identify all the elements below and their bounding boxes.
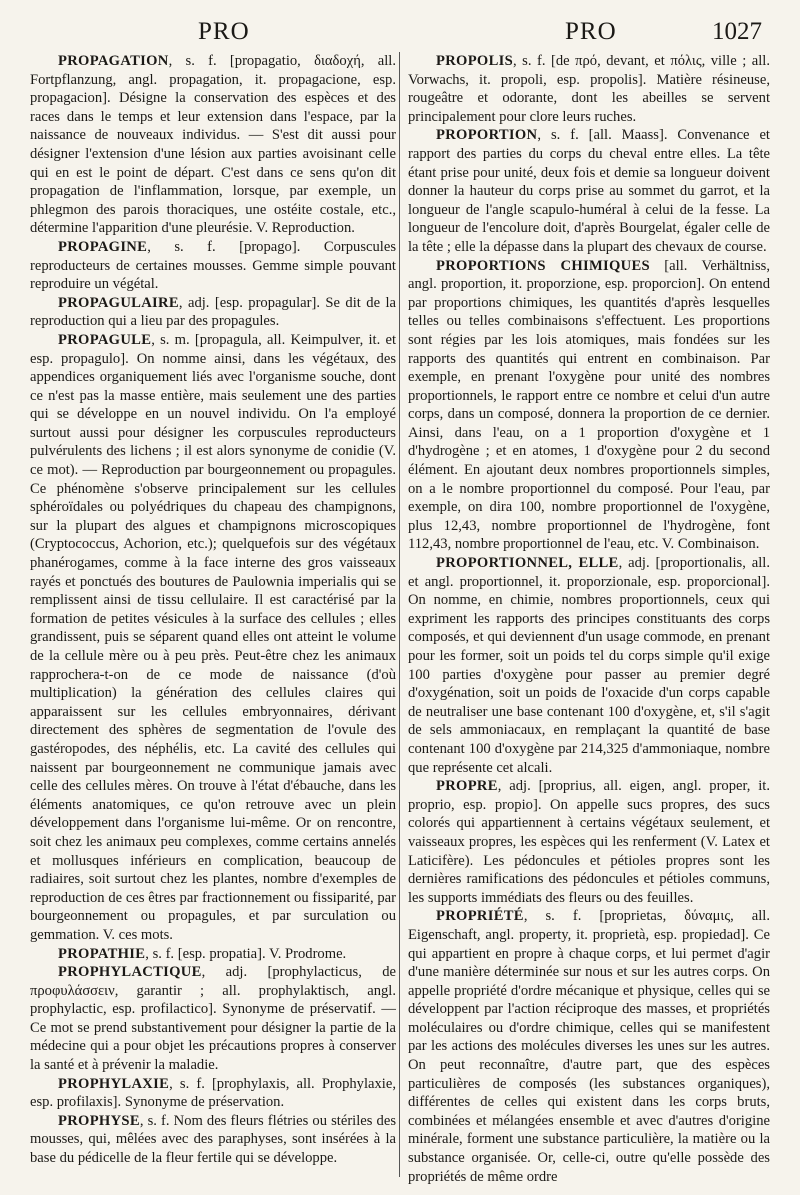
entry-propagulaire xyxy=(30,294,396,331)
headword: PROPAGULAIRE xyxy=(58,294,179,311)
entry-proportion xyxy=(408,126,770,256)
headword: PROPHYLAXIE xyxy=(58,1075,170,1092)
entry-text: , adj. [proprius, all. eigen, angl. proper, it. proprio, esp. propio]. On appelle sucs propres, des sucs colorés qui appartiennent à certains végétaux seulement, et vaisseaux propres, les espèces qui les renferment (V. Latex et Laticifère). Les pédoncules et pétioles propres sont les dernières ramifications des pédoncules et pétioles communs, les supports immédiats des fleurs ou des feuilles. xyxy=(408,778,770,906)
entry-propolis xyxy=(408,52,770,126)
entry-text: , s. f. [prophylaxis, all. Prophylaxie, esp. profilaxis]. Synonyme de préservation. xyxy=(30,1075,396,1111)
entry-text: , adj. [prophylacticus, de προφυλάσσειν, garantir ; all. prophylaktisch, angl. prophylactic, esp. profilactico]. Synonyme de préservatif. — Ce mot se prend substantivement pour désigner la partie de la médecine qui a pour objet les précautions propres à conserver la santé et à prévenir la maladie. xyxy=(30,964,396,1074)
left-column xyxy=(30,52,396,1187)
entry-text: , adj. [esp. propagular]. Se dit de la reproduction qui a lieu par des propagules. xyxy=(30,294,396,330)
headword: PROPATHIE xyxy=(58,945,146,962)
headword: PROPRE xyxy=(436,778,498,795)
headword: PROPOLIS xyxy=(436,53,514,69)
column-divider xyxy=(399,52,400,1177)
entry-propre xyxy=(408,777,770,907)
entry-propagine xyxy=(30,238,396,294)
entry-text: , s. f. [de πρό, devant, et πόλις, ville ; all. Vorwachs, it. propoli, esp. propolis]. Matière résineuse, rougeâtre et odorante, dont les abeilles se servent principalement pour clore leurs ruches. xyxy=(408,53,770,125)
entry-proportionnel xyxy=(408,554,770,777)
page-number: 1027 xyxy=(712,18,762,45)
entry-text: , s. f. [esp. propatia]. V. Prodrome. xyxy=(145,945,347,962)
right-column xyxy=(408,52,770,1187)
headword: PROPAGINE xyxy=(58,238,148,255)
headword: PROPAGULE xyxy=(58,331,152,348)
headword: PROPRIÉTÉ xyxy=(436,908,524,925)
headword: PROPHYSE xyxy=(58,1112,140,1129)
entry-text: , s. m. [propagula, all. Keimpulver, it. et esp. propagulo]. On nomme ainsi, dans les végétaux, des appendices organiquement liés avec l'organisme souche, dont ce n'est pas la masse entière, mais seulement une des parties qui se développe en un nouvel individu. On l'a employé surtout aussi pour désigner les corpuscules reproducteurs pulvérulents des lichens ; il est alors synonyme de conidie (V. ce mot). — Reproduction par bourgeonnement ou propagules. Ce phénomène s'observe principalement sur les cellules sphéroïdales ou polyédriques du chapeau des champignons, sur la plupart des algues et champignons microscopiques (Cryptococcus, Achorion, etc.); quelquefois sur des végétaux phanérogames, comme à la face interne des gros vaisseaux rayés et ponctués des boutures de Paulownia imperialis qui se remplissent ainsi de tissu cellulaire. Il est caractérisé par la formation de petites vésicules à la surface des cellules ; elles grandissent, puis se séparent quand elles ont atteint le volume de la cellule mère ou à peu près. Peut-être chez les animaux rapprochera-t-on de ce mode de naissance (d'où multiplication) la génération des cellules claires qui apparaissent sur les cellules embryonnaires, dérivant directement des sphères de segmentation de l'ovule des gastéropodes, des néphélis, etc. La cavité des cellules qui naissent par bourgeonnement ne communique jamais avec celle des cellules mères. On trouve à l'état d'ébauche, dans les éléments anatomiques, ce qu'on retrouve avec un plein développement dans l'organisme lui-même. Or on rencontre, soit chez les animaux peu complexes, comme certains annelés et mollusques inférieurs en complication, beaucoup de radiaires, soit surtout chez les plantes, nombre d'exemples de reproduction de ces êtres par fractionnement ou fissiparité, par bourgeonnement ou propagules, et par surculation ou gemmation. V. ces mots. xyxy=(30,331,396,943)
running-head-right: PRO xyxy=(565,18,617,45)
entry-text: , s. f. [all. Maass]. Convenance et rapport des parties du corps du cheval entre elles. La tête étant prise pour unité, deux fois et demie sa longueur doivent donner la hauteur du corps prise au sommet du garrot, et la longueur de l'angle scapulo-huméral à celui de la fesse. La longueur de l'encolure doit, d'après Bourgelat, égaler celle de la tête ; elle la dépasse dans la plupart des chevaux de course. xyxy=(408,127,770,255)
entry-prophylactique xyxy=(30,963,396,1075)
headword: PROPHYLACTIQUE xyxy=(58,964,202,981)
entry-text: , s. f. [proprietas, δύναμις, all. Eigenschaft, angl. property, it. proprietà, esp. propiedad]. Ce qui appartient en propre à chaque corps, et lui permet d'agir d'une manière déterminée sur nous et sur les autres corps. On appelle propriété d'ordre mécanique et physique, celles qui se développent par l'action réciproque des masses, et propriétés moléculaires ou d'ordre chimique, celles qui se manifestent par les actions des molécules diverses les unes sur les autres. On peut reconnaître, d'autre part, que des espèces particulières de composés (les substances organiques), différentes de celles qui existent dans les corps bruts, combinées et mélangées ensemble et avec d'autres d'origine minérale, forment une substance particulière, la matière ou la substance organisée. Or, celle-ci, outre qu'elle possède des propriétés de même ordre xyxy=(408,908,770,1185)
entry-text: , s. f. [propago]. Corpuscules reproducteurs de certaines mousses. Gemme simple pouvant reproduire un végétal. xyxy=(30,238,396,293)
entry-prophylaxie xyxy=(30,1075,396,1112)
entry-text: [all. Verhältniss, angl. proportion, it. proporzione, esp. proporcion]. On entend par proportions chimiques, les quantités d'après lesquelles telles ou telles combinaisons s'effectuent. Les proportions sont régies par les lois atomiques, mais fondées sur les rapports des quantités qui entrent en combinaison. Par exemple, en prenant l'oxygène pour unité des nombres proportionnels, le rapport entre ce nombre et celui d'un autre corps, dans un composé, donnera la proportion de ce dernier. Ainsi, dans l'eau, on a 1 proportion d'oxygène et 1 d'hydrogène ; et en atomes, 1 d'oxygène pour 2 du second élément. En ajoutant deux nombres proportionnels simples, on a le nombre proportionnel du composé. Pour l'eau, par exemple, on dira 100, nombre proportionnel de l'oxygène, plus 12,43, nombre proportionnel de l'hydrogène, font 112,43, nombre proportionnel de l'eau, etc. V. Combinaison. xyxy=(408,257,770,553)
entry-propriete xyxy=(408,907,770,1186)
headword: PROPORTIONNEL, ELLE xyxy=(436,555,619,572)
entry-propagule xyxy=(30,331,396,945)
headword: PROPAGATION xyxy=(58,53,169,69)
entry-prophyse xyxy=(30,1112,396,1168)
running-head-left: PRO xyxy=(198,18,250,45)
entry-text: , s. f. [propagatio, διαδοχή, all. Fortpflanzung, angl. propagation, it. propagacione, esp. propagacion]. Désigne la conservation des espèces et des races dans le temps et leur extension dans l'espace, par la naissance de nouveaux individus. — S'est dit aussi pour désigner l'extension d'une lésion aux parties avoisinant celle qui en est le point de départ. C'est dans ce sens qu'on dit propagation de l'inflammation, lorsque, par exemple, un phlegmon des parois thoraciques, une ostéite costale, etc., détermine l'apparition d'une pleurésie. V. Reproduction. xyxy=(30,53,396,237)
entry-proportions-chimiques xyxy=(408,257,770,555)
entry-propagation xyxy=(30,52,396,238)
headword: PROPORTIONS CHIMIQUES xyxy=(436,257,650,274)
entry-propathie xyxy=(30,945,396,964)
page-header xyxy=(0,18,800,52)
entry-text: , adj. [proportionalis, all. et angl. proportionnel, it. proporzionale, esp. proporcional]. On nomme, en chimie, nombres proportionnels, ceux qui expriment les rapports des principes constituants des corps composés, et qui deviennent d'un usage commode, en prenant pour les former, soit un poids tel du corps simple qu'il exige 100 parties d'oxygène pour passer au premier degré d'oxygénation, soit un poids de l'oxacide d'un corps capable de neutraliser une base contenant 100 d'oxygène, et, s'il s'agit de sels ammoniacaux, en remplaçant la quantité de base contenant 100 d'oxygène par 214,325 d'ammoniaque, nombre que représente cet alcali. xyxy=(408,555,770,776)
entry-text: , s. f. Nom des fleurs flétries ou stériles des mousses, qui, mêlées avec des paraphyses, sont insérées à la base du pédicelle de la fleur fertile qui se développe. xyxy=(30,1112,396,1167)
headword: PROPORTION xyxy=(436,127,538,144)
